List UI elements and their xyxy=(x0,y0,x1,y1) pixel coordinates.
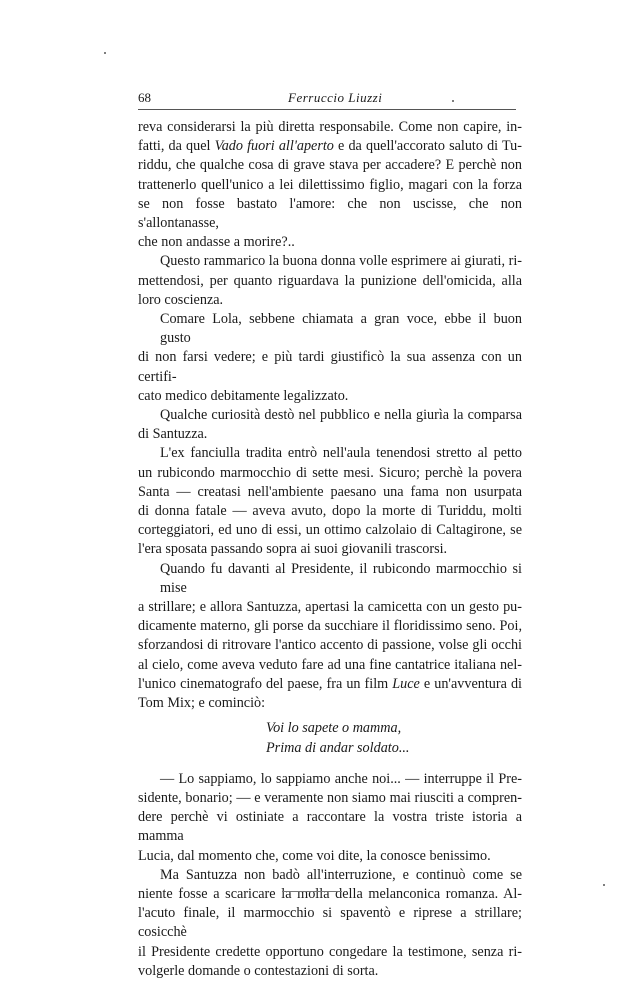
text-line: Questo rammarico la buona donna volle esprimere ai giurati, ri- xyxy=(160,253,522,270)
verse-line: Prima di andar soldato... xyxy=(266,739,410,756)
text-line: che non andasse a morire?.. xyxy=(138,234,295,251)
text-line: sidente, bonario; — e veramente non siamo mai riusciti a compren- xyxy=(138,789,522,806)
text-line: di non farsi vedere; e più tardi giustificò la sua assenza con un certifi- xyxy=(138,349,522,385)
text-line: di Santuzza. xyxy=(138,426,208,443)
text-line: niente fosse a scaricare la molla della melanconica romanza. Al- xyxy=(138,885,522,902)
scan-speck xyxy=(104,52,106,54)
text-line: sforzandosi di ritrovare l'antico accento di passione, volse gli occhi xyxy=(138,637,522,654)
text-line: L'ex fanciulla tradita entrò nell'aula tenendosi stretto al petto xyxy=(160,445,522,462)
page-header xyxy=(138,90,516,108)
italic-title: Luce xyxy=(392,675,420,692)
text-line: trattenerlo quell'unico a lei dilettissimo figlio, magari con la forza xyxy=(138,176,522,193)
footer-rule xyxy=(282,891,342,892)
text-line: l'acuto finale, il marmocchio si spaventò e riprese a strillare; cosicchè xyxy=(138,905,522,941)
paragraph-8 xyxy=(138,866,522,981)
italic-quote: Vado fuori all'aperto xyxy=(214,138,334,155)
text-span: e da quell'accorato saluto di Tu- xyxy=(333,138,522,155)
text-line: Comare Lola, sebbene chiamata a gran voce, ebbe il buon gusto xyxy=(160,311,522,347)
text-line: — Lo sappiamo, lo sappiamo anche noi... — interruppe il Pre- xyxy=(160,770,522,787)
paragraph-5 xyxy=(138,444,522,559)
scan-speck xyxy=(603,884,605,886)
text-line: corteggiatori, ed uno di essi, un ottimo calzolaio di Caltagirone, se xyxy=(138,522,522,539)
text-line: Lucia, dal momento che, come voi dite, la conosce benissimo. xyxy=(138,847,491,864)
paragraph-2 xyxy=(138,252,522,310)
scan-speck xyxy=(452,100,454,102)
text-line: al cielo, come aveva veduto fare ad una fine cantatrice italiana nel- xyxy=(138,656,522,673)
paragraph-7 xyxy=(138,770,522,866)
text-line: a strillare; e allora Santuzza, apertasi la camicetta con un gesto pu- xyxy=(138,599,522,616)
text-line: Qualche curiosità destò nel pubblico e nella giurìa la comparsa xyxy=(160,407,522,424)
text-line: dere perchè vi ostiniate a raccontare la vostra triste istoria a mamma xyxy=(138,809,522,845)
text-line: un rubicondo marmocchio di sette mesi. Sicuro; perchè la povera xyxy=(138,464,522,481)
text-line xyxy=(138,137,522,156)
verse-quote xyxy=(138,719,522,757)
text-span: fatti, da quel xyxy=(138,138,215,155)
text-line: Santa — creatasi nell'ambiente paesano una fama non usurpata xyxy=(138,483,522,500)
text-line: Ma Santuzza non badò all'interruzione, e continuò come se xyxy=(160,866,522,883)
text-line: loro coscienza. xyxy=(138,291,224,308)
paragraph-6 xyxy=(138,560,522,714)
text-line xyxy=(138,675,522,694)
text-line: se non fosse bastato l'amore: che non uscisse, che non s'allontanasse, xyxy=(138,195,522,232)
paragraph-1 xyxy=(138,118,522,252)
text-line: dicamente materno, gli porse da succhiare il floridissimo seno. Poi, xyxy=(138,618,522,635)
paragraph-4 xyxy=(138,406,522,444)
text-span: l'unico cinematografo del paese, fra un film xyxy=(138,675,393,692)
text-line: l'era sposata passando sopra ai suoi giovanili trascorsi. xyxy=(138,541,448,558)
body-text xyxy=(138,118,522,981)
text-line: riddu, che qualche cosa di grave stava per accadere? E perchè non xyxy=(138,157,522,174)
running-title: Ferruccio Liuzzi xyxy=(288,90,383,105)
page-number: 68 xyxy=(138,90,151,105)
paragraph-3 xyxy=(138,310,522,406)
text-line: Quando fu davanti al Presidente, il rubicondo marmocchio si mise xyxy=(160,560,522,596)
text-span: e un'avventura di xyxy=(419,675,522,692)
verse-line: Voi lo sapete o mamma, xyxy=(266,720,402,737)
header-rule xyxy=(138,109,516,110)
text-line: reva considerarsi la più diretta responsabile. Come non capire, in- xyxy=(138,119,522,135)
text-line: cato medico debitamente legalizzato. xyxy=(138,387,349,404)
text-line: Tom Mix; e cominciò: xyxy=(138,695,266,712)
text-line: di donna fatale — aveva avuto, dopo la morte di Turiddu, molti xyxy=(138,503,522,520)
text-line: il Presidente credette opportuno congedare la testimone, senza ri- xyxy=(138,943,522,960)
text-line: mettendosi, per quanto riguardava la punizione dell'omicida, alla xyxy=(138,272,522,289)
text-line: volgerle domande o contestazioni di sorta. xyxy=(138,962,379,979)
